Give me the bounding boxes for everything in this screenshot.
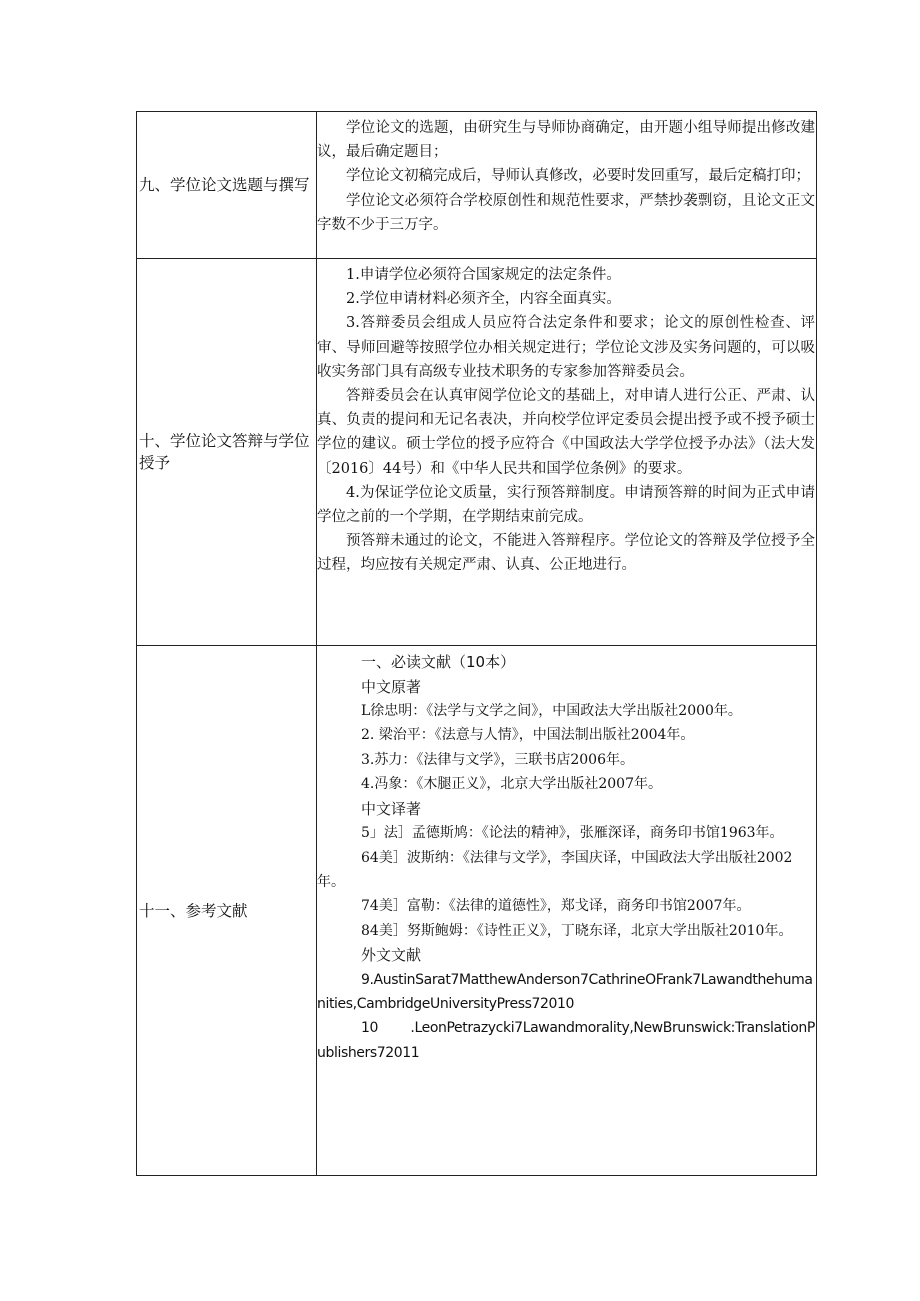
blank-space (317, 1065, 816, 1123)
reference-item: L徐忠明：《法学与文学之间》，中国政法大学出版社2000年。 (361, 703, 742, 719)
foreign-heading: 外文文献 (361, 946, 422, 965)
section-9-content (317, 112, 817, 259)
paragraph: 学位论文的选题，由研究生与导师协商确定，由开题小组导师提出修改建议，最后确定题目； (317, 120, 815, 161)
cn-original-heading: 中文原著 (361, 677, 422, 696)
regulation-table (136, 111, 817, 1176)
reference-item: 4.冯象：《木腿正义》，北京大学出版社2007年。 (361, 776, 662, 793)
reference-item: 5」法］孟德斯鸠：《论法的精神》，张雁深译，商务印书馆1963年。 (361, 825, 784, 842)
reference-item: 74美］富勒：《法律的道德性》，郑戈译，商务印书馆2007年。 (361, 898, 751, 915)
paragraph: 学位论文初稿完成后，导师认真修改，必要时发回重写，最后定稿打印； (346, 168, 810, 185)
reference-item: 9.AustinSarat7MatthewAnderson7CathrineOFrank7Lawandthehumanities,CambridgeUniversityPress72010 (317, 971, 813, 1013)
table-row-section-11 (137, 646, 817, 1176)
required-readings-heading: 一、必读文献（10本） (361, 653, 516, 671)
paragraph: 3.答辩委员会组成人员应符合法定条件和要求；论文的原创性检查、评审、导师回避等按照学位办相关规定进行；学位论文涉及实务问题的，可以吸收实务部门具有高级专业技术职务的专家参加答辩委员会。 (317, 315, 815, 380)
paragraph: 答辩委员会在认真审阅学位论文的基础上，对申请人进行公正、严肃、认真、负责的提问和无记名表决，并向校学位评定委员会提出授予或不授予硕士学位的建议。硕士学位的授予应符合《中国政法大学学位授予办法》（法大发〔2016〕44号）和《中华人民共和国学位条例》的要求。 (317, 388, 815, 477)
section-10-content (317, 259, 817, 646)
section-10-label: 十、学位论文答辩与学位授予 (137, 259, 317, 646)
reference-item: 2. 梁治平：《法意与人情》，中国法制出版社2004年。 (361, 727, 695, 744)
section-11-content (317, 646, 817, 1176)
paragraph: 预答辩未通过的论文，不能进入答辩程序。学位论文的答辩及学位授予全过程，均应按有关规定严肃、认真、公正地进行。 (317, 533, 815, 574)
section-11-label: 十一、参考文献 (137, 646, 317, 1176)
paragraph: 4.为保证学位论文质量，实行预答辩制度。申请预答辩的时间为正式申请学位之前的一个学期，在学期结束前完成。 (317, 484, 815, 526)
paragraph: 1.申请学位必须符合国家规定的法定条件。 (346, 267, 621, 283)
reference-item: 3.苏力：《法律与文学》，三联书店2006年。 (361, 751, 634, 768)
paragraph: 2.学位申请材料必须齐全，内容全面真实。 (346, 291, 621, 308)
reference-item: 64美］波斯纳：《法律与文学》，李国庆译，中国政法大学出版社2002年。 (317, 849, 793, 890)
reference-item: 10 .LeonPetrazycki7Lawandmorality,NewBrunswick:TranslationPublishers72011 (317, 1020, 815, 1061)
section-9-label: 九、学位论文选题与撰写 (137, 112, 317, 259)
cn-translated-heading: 中文译著 (361, 799, 422, 818)
reference-item: 84美］努斯鲍姆：《诗性正义》，丁晓东译，北京大学出版社2010年。 (361, 922, 793, 939)
table-row-section-10 (137, 259, 817, 646)
paragraph: 学位论文必须符合学校原创性和规范性要求，严禁抄袭剽窃，且论文正文字数不少于三万字。 (317, 192, 815, 233)
table-row-section-9 (137, 112, 817, 259)
